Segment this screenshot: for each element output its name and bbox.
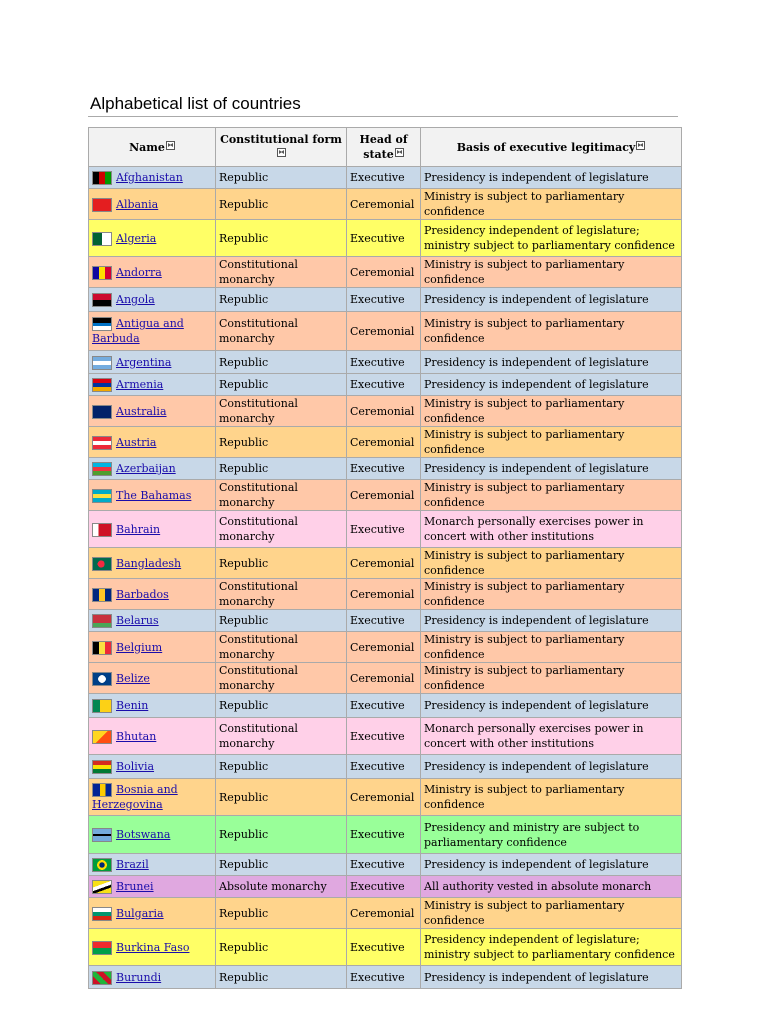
flag-icon (92, 880, 112, 894)
constitutional-form-cell: Republic (216, 854, 347, 876)
basis-cell: Ministry is subject to parliamentary confidence (421, 632, 682, 663)
country-link[interactable]: Bahrain (116, 522, 161, 536)
country-link[interactable]: Australia (116, 404, 167, 418)
basis-cell: Presidency independent of legislature; ministry subject to parliamentary confidence (421, 929, 682, 966)
country-name-cell (89, 854, 216, 876)
country-link[interactable]: Argentina (116, 355, 172, 369)
basis-cell: Presidency is independent of legislature (421, 351, 682, 374)
constitutional-form-cell: Republic (216, 374, 347, 396)
country-link[interactable]: Burkina Faso (116, 940, 190, 954)
flag-icon (92, 356, 112, 370)
constitutional-form-cell: Absolute monarchy (216, 876, 347, 898)
basis-cell: Ministry is subject to parliamentary confidence (421, 548, 682, 579)
constitutional-form-cell: Republic (216, 548, 347, 579)
country-name-cell (89, 966, 216, 989)
table-row (89, 694, 682, 718)
sort-icon[interactable] (636, 141, 645, 150)
basis-cell: Presidency is independent of legislature (421, 694, 682, 718)
flag-icon (92, 557, 112, 571)
country-link[interactable]: Armenia (116, 378, 164, 391)
table-row (89, 755, 682, 779)
country-name-cell (89, 876, 216, 898)
country-link[interactable]: Belgium (116, 640, 163, 654)
table-row (89, 548, 682, 579)
country-link[interactable]: Brunei (116, 880, 154, 893)
constitutional-form-cell: Republic (216, 427, 347, 458)
basis-cell: All authority vested in absolute monarch (421, 876, 682, 898)
head-of-state-cell: Executive (347, 220, 421, 257)
country-link[interactable]: Bosnia and Herzegovina (92, 783, 178, 811)
country-name-cell (89, 257, 216, 288)
constitutional-form-cell: Republic (216, 816, 347, 854)
flag-icon (92, 405, 112, 419)
head-of-state-cell: Executive (347, 458, 421, 480)
sort-icon[interactable] (277, 148, 286, 157)
country-link[interactable]: Antigua and Barbuda (92, 317, 184, 345)
country-name-cell (89, 189, 216, 220)
country-link[interactable]: Andorra (116, 265, 162, 279)
flag-icon (92, 858, 112, 872)
country-name-cell (89, 816, 216, 854)
country-link[interactable]: Bangladesh (116, 556, 182, 570)
basis-cell: Monarch personally exercises power in concert with other institutions (421, 718, 682, 755)
country-link[interactable]: Brazil (116, 858, 149, 871)
constitutional-form-cell: Constitutional monarchy (216, 663, 347, 694)
head-of-state-cell: Ceremonial (347, 396, 421, 427)
country-name-cell (89, 396, 216, 427)
table-row (89, 220, 682, 257)
country-link[interactable]: Bhutan (116, 729, 157, 743)
flag-icon (92, 941, 112, 955)
constitutional-form-cell: Republic (216, 167, 347, 189)
head-of-state-cell: Ceremonial (347, 257, 421, 288)
flag-icon (92, 171, 112, 185)
basis-cell: Ministry is subject to parliamentary confidence (421, 579, 682, 610)
basis-cell: Ministry is subject to parliamentary confidence (421, 663, 682, 694)
constitutional-form-cell: Republic (216, 189, 347, 220)
basis-cell: Ministry is subject to parliamentary confidence (421, 480, 682, 511)
basis-cell: Presidency is independent of legislature (421, 966, 682, 989)
head-of-state-cell: Executive (347, 929, 421, 966)
constitutional-form-cell: Republic (216, 929, 347, 966)
table-row (89, 779, 682, 816)
country-name-cell (89, 779, 216, 816)
basis-cell: Presidency is independent of legislature (421, 854, 682, 876)
head-of-state-cell: Executive (347, 610, 421, 632)
country-name-cell (89, 548, 216, 579)
flag-icon (92, 730, 112, 744)
table-row (89, 579, 682, 610)
head-of-state-cell: Executive (347, 694, 421, 718)
table-row (89, 427, 682, 458)
country-name-cell (89, 718, 216, 755)
table-row (89, 718, 682, 755)
country-name-cell (89, 167, 216, 189)
country-name-cell (89, 288, 216, 312)
flag-icon (92, 907, 112, 921)
country-name-cell (89, 312, 216, 351)
table-row (89, 396, 682, 427)
basis-cell: Presidency is independent of legislature (421, 374, 682, 396)
constitutional-form-cell: Constitutional monarchy (216, 312, 347, 351)
country-link[interactable]: Belarus (116, 614, 159, 627)
basis-cell: Presidency and ministry are subject to parliamentary confidence (421, 816, 682, 854)
constitutional-form-cell: Republic (216, 694, 347, 718)
country-name-cell (89, 663, 216, 694)
flag-icon (92, 588, 112, 602)
constitutional-form-cell: Republic (216, 288, 347, 312)
flag-icon (92, 489, 112, 503)
table-row (89, 312, 682, 351)
head-of-state-cell: Ceremonial (347, 189, 421, 220)
flag-icon (92, 436, 112, 450)
country-name-cell (89, 579, 216, 610)
flag-icon (92, 641, 112, 655)
countries-table (88, 127, 682, 989)
constitutional-form-cell: Constitutional monarchy (216, 579, 347, 610)
basis-cell: Presidency independent of legislature; ministry subject to parliamentary confidence (421, 220, 682, 257)
head-of-state-cell: Ceremonial (347, 779, 421, 816)
country-name-cell (89, 694, 216, 718)
country-name-cell (89, 220, 216, 257)
basis-cell: Ministry is subject to parliamentary confidence (421, 312, 682, 351)
column-header-basis[interactable]: Basis of executive legitimacy (421, 128, 682, 167)
constitutional-form-cell: Constitutional monarchy (216, 257, 347, 288)
country-link[interactable]: Burundi (116, 970, 162, 984)
head-of-state-cell: Executive (347, 511, 421, 548)
head-of-state-cell: Ceremonial (347, 898, 421, 929)
country-link[interactable]: Azerbaijan (116, 462, 176, 475)
country-link[interactable]: Austria (116, 435, 157, 449)
head-of-state-cell: Ceremonial (347, 312, 421, 351)
flag-icon (92, 672, 112, 686)
constitutional-form-cell: Republic (216, 755, 347, 779)
column-header-constitutional-form[interactable]: Constitutional form (216, 128, 347, 167)
constitutional-form-cell: Constitutional monarchy (216, 396, 347, 427)
flag-icon (92, 198, 112, 212)
basis-cell: Monarch personally exercises power in concert with other institutions (421, 511, 682, 548)
basis-cell: Ministry is subject to parliamentary confidence (421, 898, 682, 929)
table-row (89, 458, 682, 480)
basis-cell: Presidency is independent of legislature (421, 610, 682, 632)
table-row (89, 929, 682, 966)
head-of-state-cell: Ceremonial (347, 632, 421, 663)
head-of-state-cell: Ceremonial (347, 480, 421, 511)
basis-cell: Ministry is subject to parliamentary confidence (421, 396, 682, 427)
head-of-state-cell: Executive (347, 718, 421, 755)
table-row (89, 854, 682, 876)
column-header-name[interactable]: Name (89, 128, 216, 167)
flag-icon (92, 828, 112, 842)
country-link[interactable]: Bulgaria (116, 906, 164, 920)
basis-cell: Presidency is independent of legislature (421, 755, 682, 779)
head-of-state-cell: Executive (347, 966, 421, 989)
basis-cell: Ministry is subject to parliamentary confidence (421, 427, 682, 458)
head-of-state-cell: Ceremonial (347, 427, 421, 458)
table-row (89, 876, 682, 898)
constitutional-form-cell: Republic (216, 351, 347, 374)
flag-icon (92, 293, 112, 307)
head-of-state-cell: Executive (347, 351, 421, 374)
table-row (89, 480, 682, 511)
table-row (89, 610, 682, 632)
flag-icon (92, 523, 112, 537)
head-of-state-cell: Executive (347, 288, 421, 312)
flag-icon (92, 462, 112, 476)
basis-cell: Ministry is subject to parliamentary confidence (421, 189, 682, 220)
table-row (89, 288, 682, 312)
constitutional-form-cell: Republic (216, 610, 347, 632)
country-link[interactable]: Afghanistan (116, 171, 183, 184)
table-row (89, 167, 682, 189)
table-row (89, 966, 682, 989)
basis-cell: Ministry is subject to parliamentary confidence (421, 779, 682, 816)
table-row (89, 374, 682, 396)
sort-icon[interactable] (395, 148, 404, 157)
table-header-row (89, 128, 682, 167)
head-of-state-cell: Ceremonial (347, 663, 421, 694)
head-of-state-cell: Executive (347, 876, 421, 898)
table-row (89, 816, 682, 854)
country-name-cell (89, 374, 216, 396)
flag-icon (92, 760, 112, 774)
table-row (89, 511, 682, 548)
constitutional-form-cell: Constitutional monarchy (216, 632, 347, 663)
country-link[interactable]: Angola (116, 293, 155, 306)
country-name-cell (89, 929, 216, 966)
country-name-cell (89, 427, 216, 458)
table-row (89, 351, 682, 374)
country-link[interactable]: Albania (116, 197, 159, 211)
constitutional-form-cell: Republic (216, 966, 347, 989)
title-divider (88, 116, 678, 117)
table-row (89, 663, 682, 694)
country-name-cell (89, 351, 216, 374)
constitutional-form-cell: Republic (216, 898, 347, 929)
constitutional-form-cell: Republic (216, 779, 347, 816)
country-name-cell (89, 632, 216, 663)
basis-cell: Ministry is subject to parliamentary confidence (421, 257, 682, 288)
head-of-state-cell: Executive (347, 374, 421, 396)
flag-icon (92, 266, 112, 280)
head-of-state-cell: Executive (347, 755, 421, 779)
basis-cell: Presidency is independent of legislature (421, 458, 682, 480)
country-name-cell (89, 480, 216, 511)
country-link[interactable]: The Bahamas (116, 488, 192, 502)
flag-icon (92, 614, 112, 628)
flag-icon (92, 378, 112, 392)
country-link[interactable]: Botswana (116, 828, 171, 841)
flag-icon (92, 232, 112, 246)
table-row (89, 257, 682, 288)
table-row (89, 632, 682, 663)
country-link[interactable]: Bolivia (116, 760, 155, 773)
country-link[interactable]: Benin (116, 699, 149, 712)
constitutional-form-cell: Constitutional monarchy (216, 718, 347, 755)
column-header-head-of-state[interactable]: Head of state (347, 128, 421, 167)
head-of-state-cell: Ceremonial (347, 548, 421, 579)
flag-icon (92, 317, 112, 331)
flag-icon (92, 971, 112, 985)
country-name-cell (89, 610, 216, 632)
constitutional-form-cell: Constitutional monarchy (216, 511, 347, 548)
constitutional-form-cell: Republic (216, 220, 347, 257)
flag-icon (92, 783, 112, 797)
constitutional-form-cell: Constitutional monarchy (216, 480, 347, 511)
basis-cell: Presidency is independent of legislature (421, 288, 682, 312)
country-name-cell (89, 755, 216, 779)
head-of-state-cell: Executive (347, 854, 421, 876)
head-of-state-cell: Executive (347, 167, 421, 189)
page-title: Alphabetical list of countries (90, 94, 301, 113)
basis-cell: Presidency is independent of legislature (421, 167, 682, 189)
country-link[interactable]: Barbados (116, 587, 169, 601)
sort-icon[interactable] (166, 141, 175, 150)
table-row (89, 189, 682, 220)
country-name-cell (89, 511, 216, 548)
head-of-state-cell: Ceremonial (347, 579, 421, 610)
constitutional-form-cell: Republic (216, 458, 347, 480)
table-row (89, 898, 682, 929)
country-link[interactable]: Algeria (116, 231, 157, 245)
head-of-state-cell: Executive (347, 816, 421, 854)
country-name-cell (89, 898, 216, 929)
country-name-cell (89, 458, 216, 480)
country-link[interactable]: Belize (116, 671, 150, 685)
flag-icon (92, 699, 112, 713)
